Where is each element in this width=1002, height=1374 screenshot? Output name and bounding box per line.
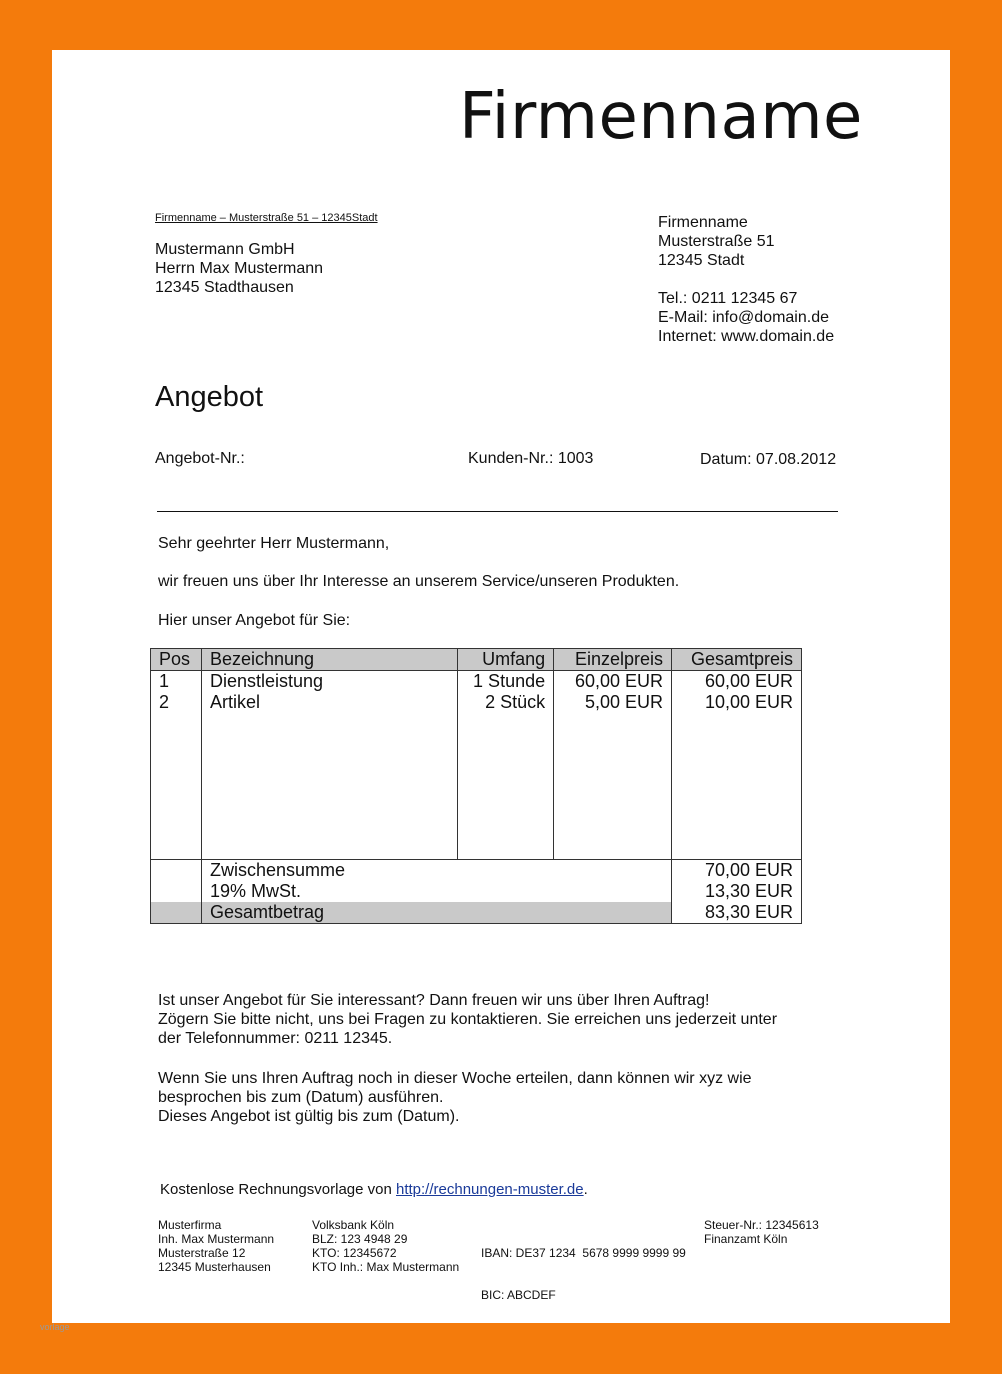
table-row — [151, 671, 802, 693]
grand-total-value: 83,30 EUR — [672, 902, 802, 924]
row-total-price: 60,00 EUR — [672, 671, 802, 693]
row-quantity: 1 Stunde — [458, 671, 554, 693]
document-title: Angebot — [155, 381, 264, 413]
closing-line: besprochen bis zum (Datum) ausführen. — [158, 1089, 444, 1106]
document-page — [40, 50, 950, 1332]
document-date: Datum: 07.08.2012 — [700, 451, 837, 468]
footer-line: Finanzamt Köln — [704, 1232, 788, 1246]
header-quantity: Umfang — [458, 649, 554, 671]
recipient-address — [155, 240, 323, 297]
recipient-line: Herrn Max Mustermann — [155, 260, 324, 277]
row-unit-price: 5,00 EUR — [554, 692, 672, 713]
row-quantity: 2 Stück — [458, 692, 554, 713]
offer-number: Angebot-Nr.: — [155, 450, 245, 467]
row-description: Artikel — [201, 692, 457, 713]
footer-tax — [704, 1218, 819, 1246]
footer-line: BLZ: 123 4948 29 — [312, 1232, 408, 1246]
watermark: vorlage — [40, 1322, 70, 1332]
subtotal-row — [151, 860, 802, 882]
footer-line: BIC: ABCDEF — [481, 1288, 556, 1302]
recipient-line: Mustermann GmbH — [155, 241, 295, 258]
footer-line: KTO Inh.: Max Mustermann — [312, 1260, 460, 1274]
tax-row — [151, 881, 802, 902]
tax-value: 13,30 EUR — [672, 881, 802, 902]
template-credit — [160, 1181, 588, 1198]
grand-total-row — [151, 902, 802, 924]
credit-text: Kostenlose Rechnungsvorlage von — [160, 1181, 396, 1198]
row-pos: 1 — [151, 671, 202, 693]
row-unit-price: 60,00 EUR — [554, 671, 672, 693]
row-total-price: 10,00 EUR — [672, 692, 802, 713]
footer-iban — [481, 1218, 686, 1330]
sender-contact-block — [658, 213, 834, 346]
footer-line: Musterfirma — [158, 1218, 222, 1232]
sender-name: Firmenname — [658, 214, 748, 231]
header-pos: Pos — [151, 649, 202, 671]
salutation: Sehr geehrter Herr Mustermann, — [158, 535, 390, 552]
closing-paragraph — [158, 991, 777, 1048]
table-empty-space — [151, 713, 802, 860]
footer-line: KTO: 12345672 — [312, 1246, 397, 1260]
closing-line: der Telefonnummer: 0211 12345. — [158, 1030, 393, 1047]
sender-return-address: Firmenname – Musterstraße 51 – 12345Stadt — [155, 212, 378, 224]
closing-line: Wenn Sie uns Ihren Auftrag noch in dieser Woche erteilen, dann können wir xyz wie — [158, 1070, 752, 1087]
footer-line: Musterstraße 12 — [158, 1246, 246, 1260]
table-row — [151, 692, 802, 713]
tax-label: 19% MwSt. — [201, 881, 671, 902]
intro-line: Hier unser Angebot für Sie: — [158, 612, 351, 629]
subtotal-label: Zwischensumme — [201, 860, 671, 882]
footer-line: Inh. Max Mustermann — [158, 1232, 275, 1246]
sender-street: Musterstraße 51 — [658, 233, 775, 250]
sender-phone: Tel.: 0211 12345 67 — [658, 290, 798, 307]
closing-line: Zögern Sie bitte nicht, uns bei Fragen zu kontaktieren. Sie erreichen uns jederzeit unter — [158, 1011, 778, 1028]
header-description: Bezeichnung — [201, 649, 457, 671]
footer-line: IBAN: DE37 1234 5678 9999 9999 99 — [481, 1246, 686, 1260]
footer-line: Steuer-Nr.: 12345613 — [704, 1218, 819, 1232]
closing-paragraph — [158, 1069, 752, 1126]
closing-line: Dieses Angebot ist gültig bis zum (Datum). — [158, 1108, 460, 1125]
credit-suffix: . — [583, 1181, 588, 1198]
footer-bank — [312, 1218, 459, 1274]
sender-internet: Internet: www.domain.de — [658, 328, 835, 345]
header-unit-price: Einzelpreis — [554, 649, 672, 671]
footer-line: Volksbank Köln — [312, 1218, 395, 1232]
company-title: Firmenname — [459, 80, 863, 154]
customer-number: Kunden-Nr.: 1003 — [468, 450, 594, 467]
closing-line: Ist unser Angebot für Sie interessant? Dann freuen wir uns über Ihren Auftrag! — [158, 992, 710, 1009]
row-description: Dienstleistung — [201, 671, 457, 693]
header-total-price: Gesamtpreis — [672, 649, 802, 671]
offer-table — [150, 648, 802, 924]
subtotal-value: 70,00 EUR — [672, 860, 802, 882]
sender-email: E-Mail: info@domain.de — [658, 309, 829, 326]
grand-total-label: Gesamtbetrag — [201, 902, 671, 924]
intro-line: wir freuen uns über Ihr Interesse an unserem Service/unseren Produkten. — [158, 573, 680, 590]
row-pos: 2 — [151, 692, 202, 713]
table-header-row — [151, 649, 802, 671]
recipient-line: 12345 Stadthausen — [155, 279, 294, 296]
footer-company — [158, 1218, 274, 1274]
sender-city: 12345 Stadt — [658, 252, 745, 269]
separator-line — [157, 511, 838, 512]
footer-line: 12345 Musterhausen — [158, 1260, 271, 1274]
credit-link[interactable]: http://rechnungen-muster.de — [396, 1181, 584, 1198]
